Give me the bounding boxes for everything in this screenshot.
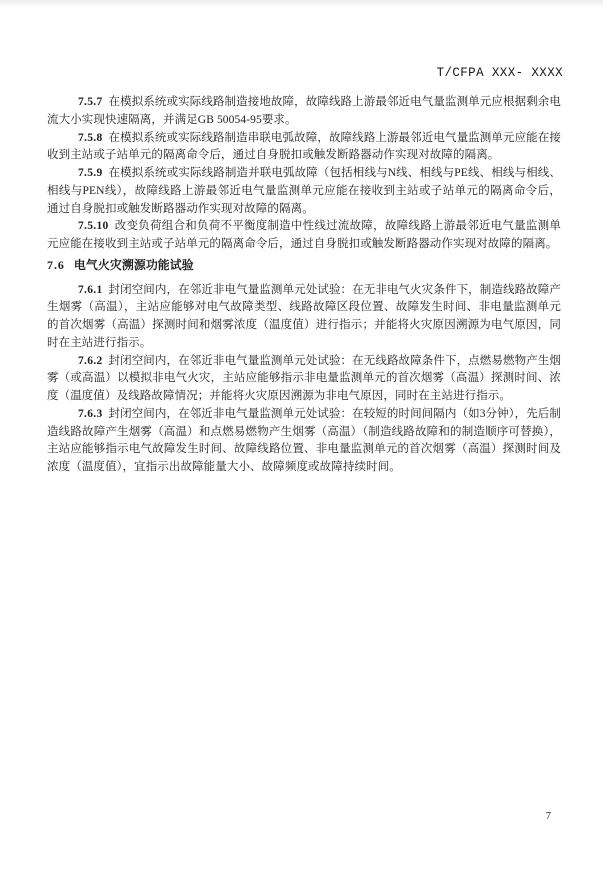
- section-number: 7.6: [47, 257, 65, 272]
- clause-text: 在模拟系统或实际线路制造并联电弧故障（包括相线与N线、相线与PE线、相线与相线、相线与PEN线），故障线路上游最邻近电气量监测单元应能在接收到主站或子站单元的隔离命令后，通过自身脱扣或触发断路器动作实现对故障的隔离。: [47, 167, 561, 215]
- clause-number: 7.5.10: [78, 220, 109, 233]
- clause-7-5-8: [47, 130, 561, 166]
- clause-7-5-7: [47, 94, 561, 130]
- clause-7-5-10: [47, 218, 561, 254]
- clause-text: 封闭空间内，在邻近非电气量监测单元处试验：在无非电气火灾条件下，制造线路故障产生烟雾（高温），主站应能够对电气故障类型、线路故障区段位置、故障发生时间、非电量监测单元的首次烟雾（高温）探测时间和烟雾浓度（温度值）进行指示；并能将火灾原因溯源为电气原因，同时在主站进行指示。: [47, 283, 561, 349]
- clause-text: 封闭空间内，在邻近非电气量监测单元处试验：在无线路故障条件下，点燃易燃物产生烟雾（或高温）以模拟非电气火灾，主站应能够指示非电量监测单元的首次烟雾（高温）探测时间、浓度（温度值）及线路故障情况；并能将火灾原因溯源为非电气原因，同时在主站进行指示。: [47, 354, 561, 402]
- clause-number: 7.6.3: [78, 407, 103, 420]
- page-content: [47, 94, 561, 477]
- clause-text: 改变负荷组合和负荷不平衡度制造中性线过流故障，故障线路上游最邻近电气量监测单元应能在接收到主站或子站单元的隔离命令后，通过自身脱扣或触发断路器动作实现对故障的隔离。: [47, 220, 561, 250]
- section-heading-7-6: [47, 257, 561, 275]
- clause-number: 7.5.8: [78, 131, 103, 144]
- clause-7-6-3: [47, 406, 561, 477]
- clause-7-6-1: [47, 282, 561, 353]
- clause-number: 7.6.1: [78, 283, 103, 296]
- doc-code-header: T/CFPA XXX- XXXX: [436, 66, 563, 80]
- clause-text: 在模拟系统或实际线路制造接地故障，故障线路上游最邻近电气量监测单元应根据剩余电流大小实现快速隔离，并满足GB 50054-95要求。: [47, 96, 561, 126]
- clause-7-5-9: [47, 165, 561, 218]
- section-title: 电气火灾溯源功能试验: [73, 257, 194, 272]
- clause-number: 7.5.7: [78, 96, 103, 108]
- clause-text: 在模拟系统或实际线路制造串联电弧故障，故障线路上游最邻近电气量监测单元应能在接收到主站或子站单元的隔离命令后，通过自身脱扣或触发断路器动作实现对故障的隔离。: [47, 131, 561, 162]
- clause-7-6-2: [47, 353, 561, 406]
- clause-number: 7.6.2: [78, 354, 103, 367]
- page-top-shadow: [0, 0, 603, 7]
- clause-text: 封闭空间内，在邻近非电气量监测单元处试验：在较短的时间间隔内（如3分钟），先后制造线路故障产生烟雾（高温）和点燃易燃物产生烟雾（高温）（制造线路故障和的制造顺序可替换），主站应能够指示电气故障发生时间、故障线路位置、非电量监测单元的首次烟雾（高温）探测时间及浓度（温度值），宜指示出故障能量大小、故障频度或故障持续时间。: [47, 407, 561, 473]
- page-number: 7: [545, 811, 551, 822]
- clause-number: 7.5.9: [78, 167, 103, 179]
